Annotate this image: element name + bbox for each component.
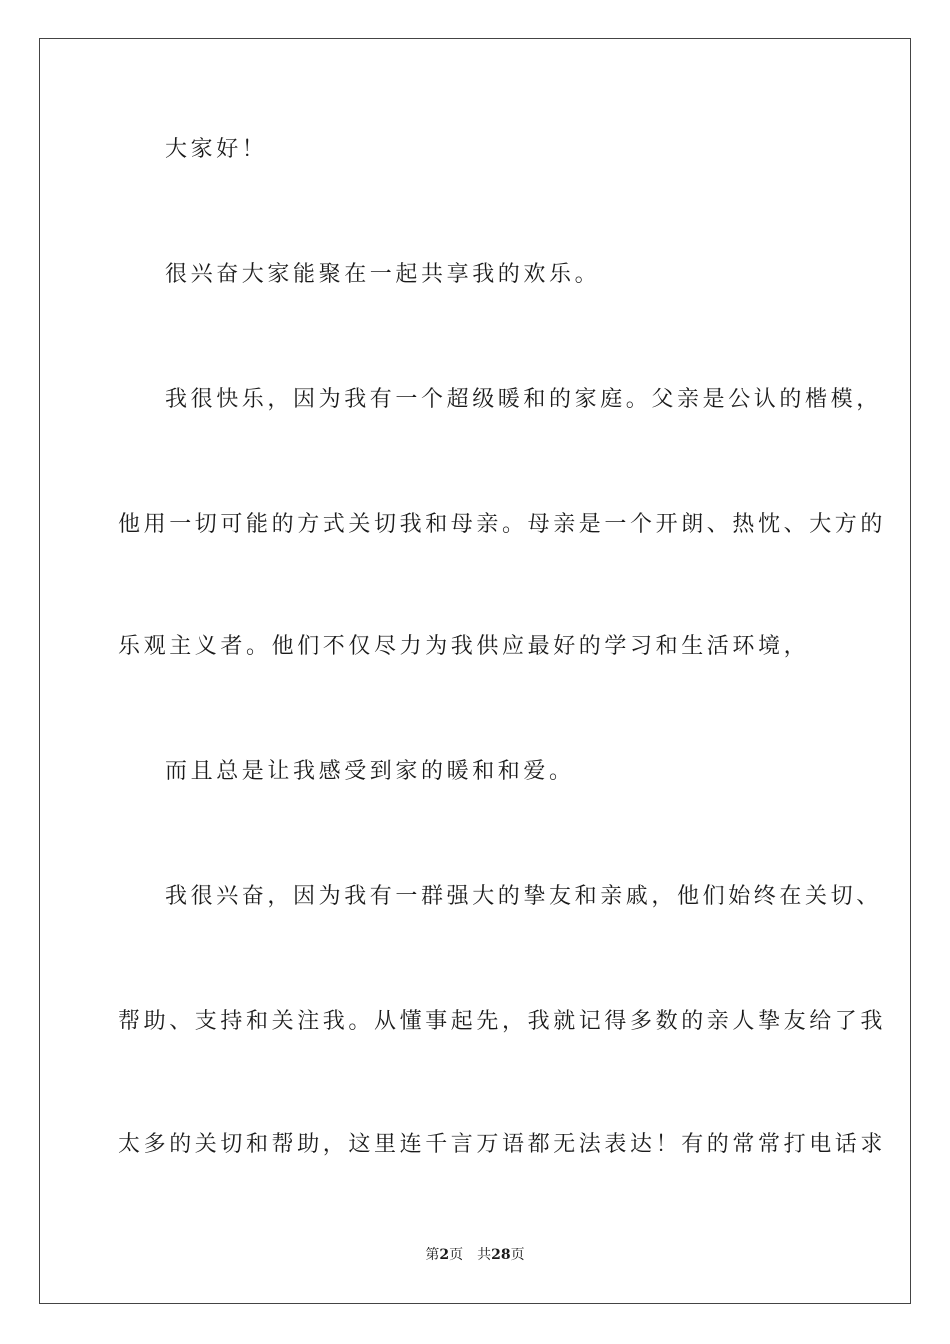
paragraph-line: 帮助、支持和关注我。从懂事起先，我就记得多数的亲人挚友给了我 [118, 1009, 887, 1034]
page-footer [0, 1246, 950, 1264]
total-prefix: 共 [477, 1247, 492, 1263]
paragraph-line: 我很兴奋，因为我有一群强大的挚友和亲戚，他们始终在关切、 [165, 884, 882, 909]
paragraph-line: 他用一切可能的方式关切我和母亲。母亲是一个开朗、热忱、大方的 [118, 512, 887, 537]
paragraph-line: 而且总是让我感受到家的暖和和爱。 [165, 759, 575, 784]
paragraph-line: 我很快乐，因为我有一个超级暖和的家庭。父亲是公认的楷模， [165, 387, 882, 412]
page-prefix: 第 [425, 1247, 440, 1263]
total-pages: 28 [491, 1247, 511, 1263]
paragraph-line: 很兴奋大家能聚在一起共享我的欢乐。 [165, 262, 601, 287]
paragraph-line: 太多的关切和帮助，这里连千言万语都无法表达！有的常常打电话求 [118, 1132, 887, 1157]
total-suffix: 页 [510, 1247, 525, 1263]
page-suffix: 页 [449, 1247, 464, 1263]
paragraph-greeting: 大家好！ [165, 137, 268, 162]
paragraph-line: 乐观主义者。他们不仅尽力为我供应最好的学习和生活环境， [118, 634, 810, 659]
page-border [39, 38, 911, 1304]
page-number: 2 [439, 1247, 450, 1263]
